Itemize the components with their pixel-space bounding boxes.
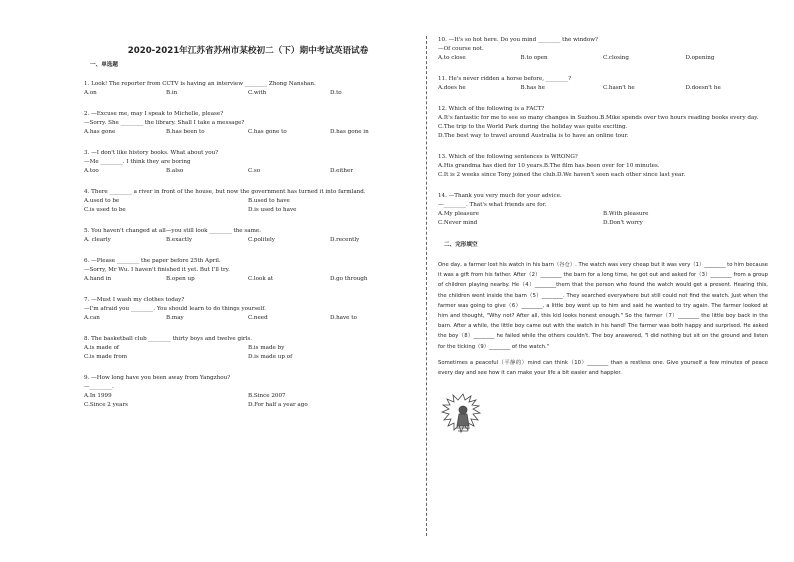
answer-option[interactable]: B.exactly [166, 237, 193, 243]
question-item [84, 149, 412, 176]
answer-options [438, 210, 768, 228]
answer-option[interactable]: D.The best way to travel around Australia is to have an online tour. [438, 133, 629, 139]
question-item [84, 374, 412, 410]
question-stem: 1. Look! The reporter from CCTV is having an interview ________ Zhong Nanshan. [84, 81, 316, 87]
answer-option[interactable]: C.is made from [84, 354, 128, 360]
answer-options [84, 197, 412, 215]
answer-option[interactable]: D.to [330, 90, 342, 96]
answer-option[interactable]: D.We haven't seen each other since last year. [557, 172, 686, 178]
answer-option[interactable]: A. clearly [84, 237, 111, 243]
question-item [84, 296, 412, 323]
answer-option[interactable]: B.has he [520, 85, 545, 91]
answer-option[interactable]: C.has gone to [248, 129, 287, 135]
answer-option[interactable]: C.It is 2 weeks since Tony joined the club. [438, 172, 557, 178]
question-item [438, 153, 768, 180]
answer-option[interactable]: A.used to be [84, 198, 120, 204]
cloze-paragraph: One day, a farmer lost his watch in his barn（谷仓）. The watch was very cheap but it was very（1）________ to him because it was a gift from his father. After（2）________ the barn for a long time, he got out and asked for（3）________ from a group of children playing nearby. He（4）________them that the person who found the watch would get a present. Hearing this, the children went inside the barn（5）________. They searched everywhere but still could not find the watch. Just when the farmer was going to give（6）________, a little boy went up to him and said he wanted to try again. The farmer looked at him and thought, "Why not? After all, this kid looks honest enough." So the farmer（7）________ the little boy back in the barn. After a while, the little boy came out with the watch in his hand! The farmer was both happy and surprised. He asked the boy（8）________ he failed while the others couldn't. The boy answered, "I did nothing but sit on the ground and listen for the ticking（9）________ of the watch." [438, 262, 768, 350]
answer-option[interactable]: B.in [166, 90, 178, 96]
answer-option[interactable]: C.The trip to the World Park during the holiday was quite exciting. [438, 124, 628, 130]
answer-options [84, 275, 412, 284]
answer-options [84, 236, 412, 245]
answer-option[interactable]: D.For half a year ago [248, 402, 308, 408]
question-stem: —Of course not. [438, 46, 484, 52]
answer-option[interactable]: C.look at [248, 276, 274, 282]
right-column [438, 36, 768, 444]
question-stem: —________. [84, 384, 114, 390]
question-stem: 5. You haven't changed at all—you still look ________ the same. [84, 228, 261, 234]
answer-option[interactable]: A.too [84, 168, 99, 174]
answer-option[interactable]: C.so [248, 168, 261, 174]
section-heading-cloze: 二、完形填空 [444, 242, 478, 248]
answer-option[interactable]: B.used to have [248, 198, 290, 204]
answer-option[interactable]: A.In 1999 [84, 393, 112, 399]
answer-options [84, 128, 412, 137]
question-item [438, 192, 768, 228]
answer-option[interactable]: C.Never mind [438, 220, 478, 226]
answer-option[interactable]: D.recently [330, 237, 360, 243]
answer-options [438, 162, 768, 180]
question-item [438, 105, 768, 141]
question-item [438, 75, 768, 93]
question-stem: —________. That's what friends are for. [438, 202, 547, 208]
answer-option[interactable]: B.has been to [166, 129, 205, 135]
answer-option[interactable]: A.to close [438, 55, 466, 61]
answer-option[interactable]: A.is made of [84, 345, 120, 351]
answer-option[interactable]: D.go through [330, 276, 368, 282]
answer-option[interactable]: D.Don't worry [603, 220, 643, 226]
answer-option[interactable]: B.With pleasure [603, 211, 649, 217]
section-heading-single-choice: 一、单选题 [90, 62, 118, 68]
answer-option[interactable]: A.hand in [84, 276, 112, 282]
answer-options [84, 344, 412, 362]
answer-option[interactable]: D.have to [330, 315, 357, 321]
cloze-paragraph: Sometimes a peaceful（平静的）mind can think（10）________ than a restless one. Give yourself a few minutes of peace every day and see how it can make your life a bit easier and happier. [438, 359, 768, 377]
question-stem: 6. —Please ________ the paper before 25th April. [84, 258, 221, 264]
answer-option[interactable]: A.can [84, 315, 100, 321]
answer-option[interactable]: C.is used to be [84, 207, 126, 213]
answer-options [84, 392, 412, 410]
question-stem: 12. Which of the following is a FACT? [438, 106, 545, 112]
question-item [84, 110, 412, 137]
question-stem: 13. Which of the following sentences is WRONG? [438, 154, 578, 160]
answer-option[interactable]: B.may [166, 315, 184, 321]
answer-option[interactable]: D.is used to have [248, 207, 297, 213]
question-item [438, 36, 768, 63]
question-item [84, 227, 412, 245]
answer-option[interactable]: A.His grandma has died for 10 years. [438, 163, 544, 169]
question-item [84, 335, 412, 362]
left-column [84, 36, 412, 422]
question-stem: 2. —Excuse me, may I speak to Michelle, please? [84, 111, 224, 117]
page-title: 2020-2021年江苏省苏州市某校初二（下）期中考试英语试卷 [127, 46, 369, 56]
column-divider [426, 36, 427, 536]
answer-option[interactable]: D.doesn't he [685, 85, 721, 91]
farmer-illustration-icon [438, 390, 488, 440]
question-item [84, 80, 412, 98]
answer-option[interactable]: A.on [84, 90, 97, 96]
answer-option[interactable]: C.politely [248, 237, 275, 243]
answer-option[interactable]: C.closing [603, 55, 629, 61]
answer-option[interactable]: B.open up [166, 276, 195, 282]
answer-option[interactable]: D.opening [685, 55, 715, 61]
answer-option[interactable]: B.to open [520, 55, 548, 61]
answer-option[interactable]: C.hasn't he [603, 85, 635, 91]
answer-option[interactable]: B.Mike spends over two hours reading books every day. [600, 115, 759, 121]
question-stem: 11. He's never ridden a horse before, ________? [438, 76, 572, 82]
question-stem: 9. —How long have you been away from Yangzhou? [84, 375, 231, 381]
answer-options [84, 314, 412, 323]
question-stem: —I'm afraid you ________. You should learn to do things yourself. [84, 306, 266, 312]
left-question-list [84, 80, 412, 410]
answer-option[interactable]: B.Since 2007 [248, 393, 286, 399]
answer-options [438, 114, 768, 141]
answer-options [84, 167, 412, 176]
answer-option[interactable]: C.with [248, 90, 267, 96]
question-stem: —Me ________. I think they are boring [84, 159, 191, 165]
right-question-list [438, 36, 768, 228]
question-item [84, 188, 412, 215]
answer-options [84, 89, 412, 98]
answer-option[interactable]: B.The film has been over for 10 minutes. [543, 163, 660, 169]
answer-option[interactable]: D.either [330, 168, 353, 174]
answer-option[interactable]: D.has gone in [330, 129, 369, 135]
question-stem: 4. There ________ a river in front of the house, but now the government has turned it into farmland. [84, 189, 366, 195]
answer-options [438, 84, 768, 93]
cloze-passage [438, 260, 768, 378]
answer-options [438, 54, 768, 63]
question-stem: —Sorry. She ________ the library. Shall I take a message? [84, 120, 245, 126]
answer-option[interactable]: C.Since 2 years [84, 402, 128, 408]
question-stem: 3. —I don't like history books. What about you? [84, 150, 219, 156]
question-stem: 10. —It's so hot here. Do you mind ________ the window? [438, 37, 598, 43]
question-stem: 8. The basketball club ________ thirty boys and twelve girls. [84, 336, 252, 342]
question-stem: —Sorry, Mr Wu. I haven't finished it yet. But I'll try. [84, 267, 230, 273]
answer-option[interactable]: A.My pleasure [438, 211, 479, 217]
answer-option[interactable]: D.is made up of [248, 354, 293, 360]
answer-option[interactable]: A.It's fantastic for me to see so many changes in Suzhou. [438, 115, 601, 121]
answer-option[interactable]: C.need [248, 315, 268, 321]
question-stem: 14. —Thank you very much for your advice. [438, 193, 562, 199]
answer-option[interactable]: B.is made by [248, 345, 285, 351]
answer-option[interactable]: A.has gone [84, 129, 116, 135]
answer-option[interactable]: A.does he [438, 85, 466, 91]
answer-option[interactable]: B.also [166, 168, 184, 174]
question-item [84, 257, 412, 284]
question-stem: 7. —Must I wash my clothes today? [84, 297, 185, 303]
